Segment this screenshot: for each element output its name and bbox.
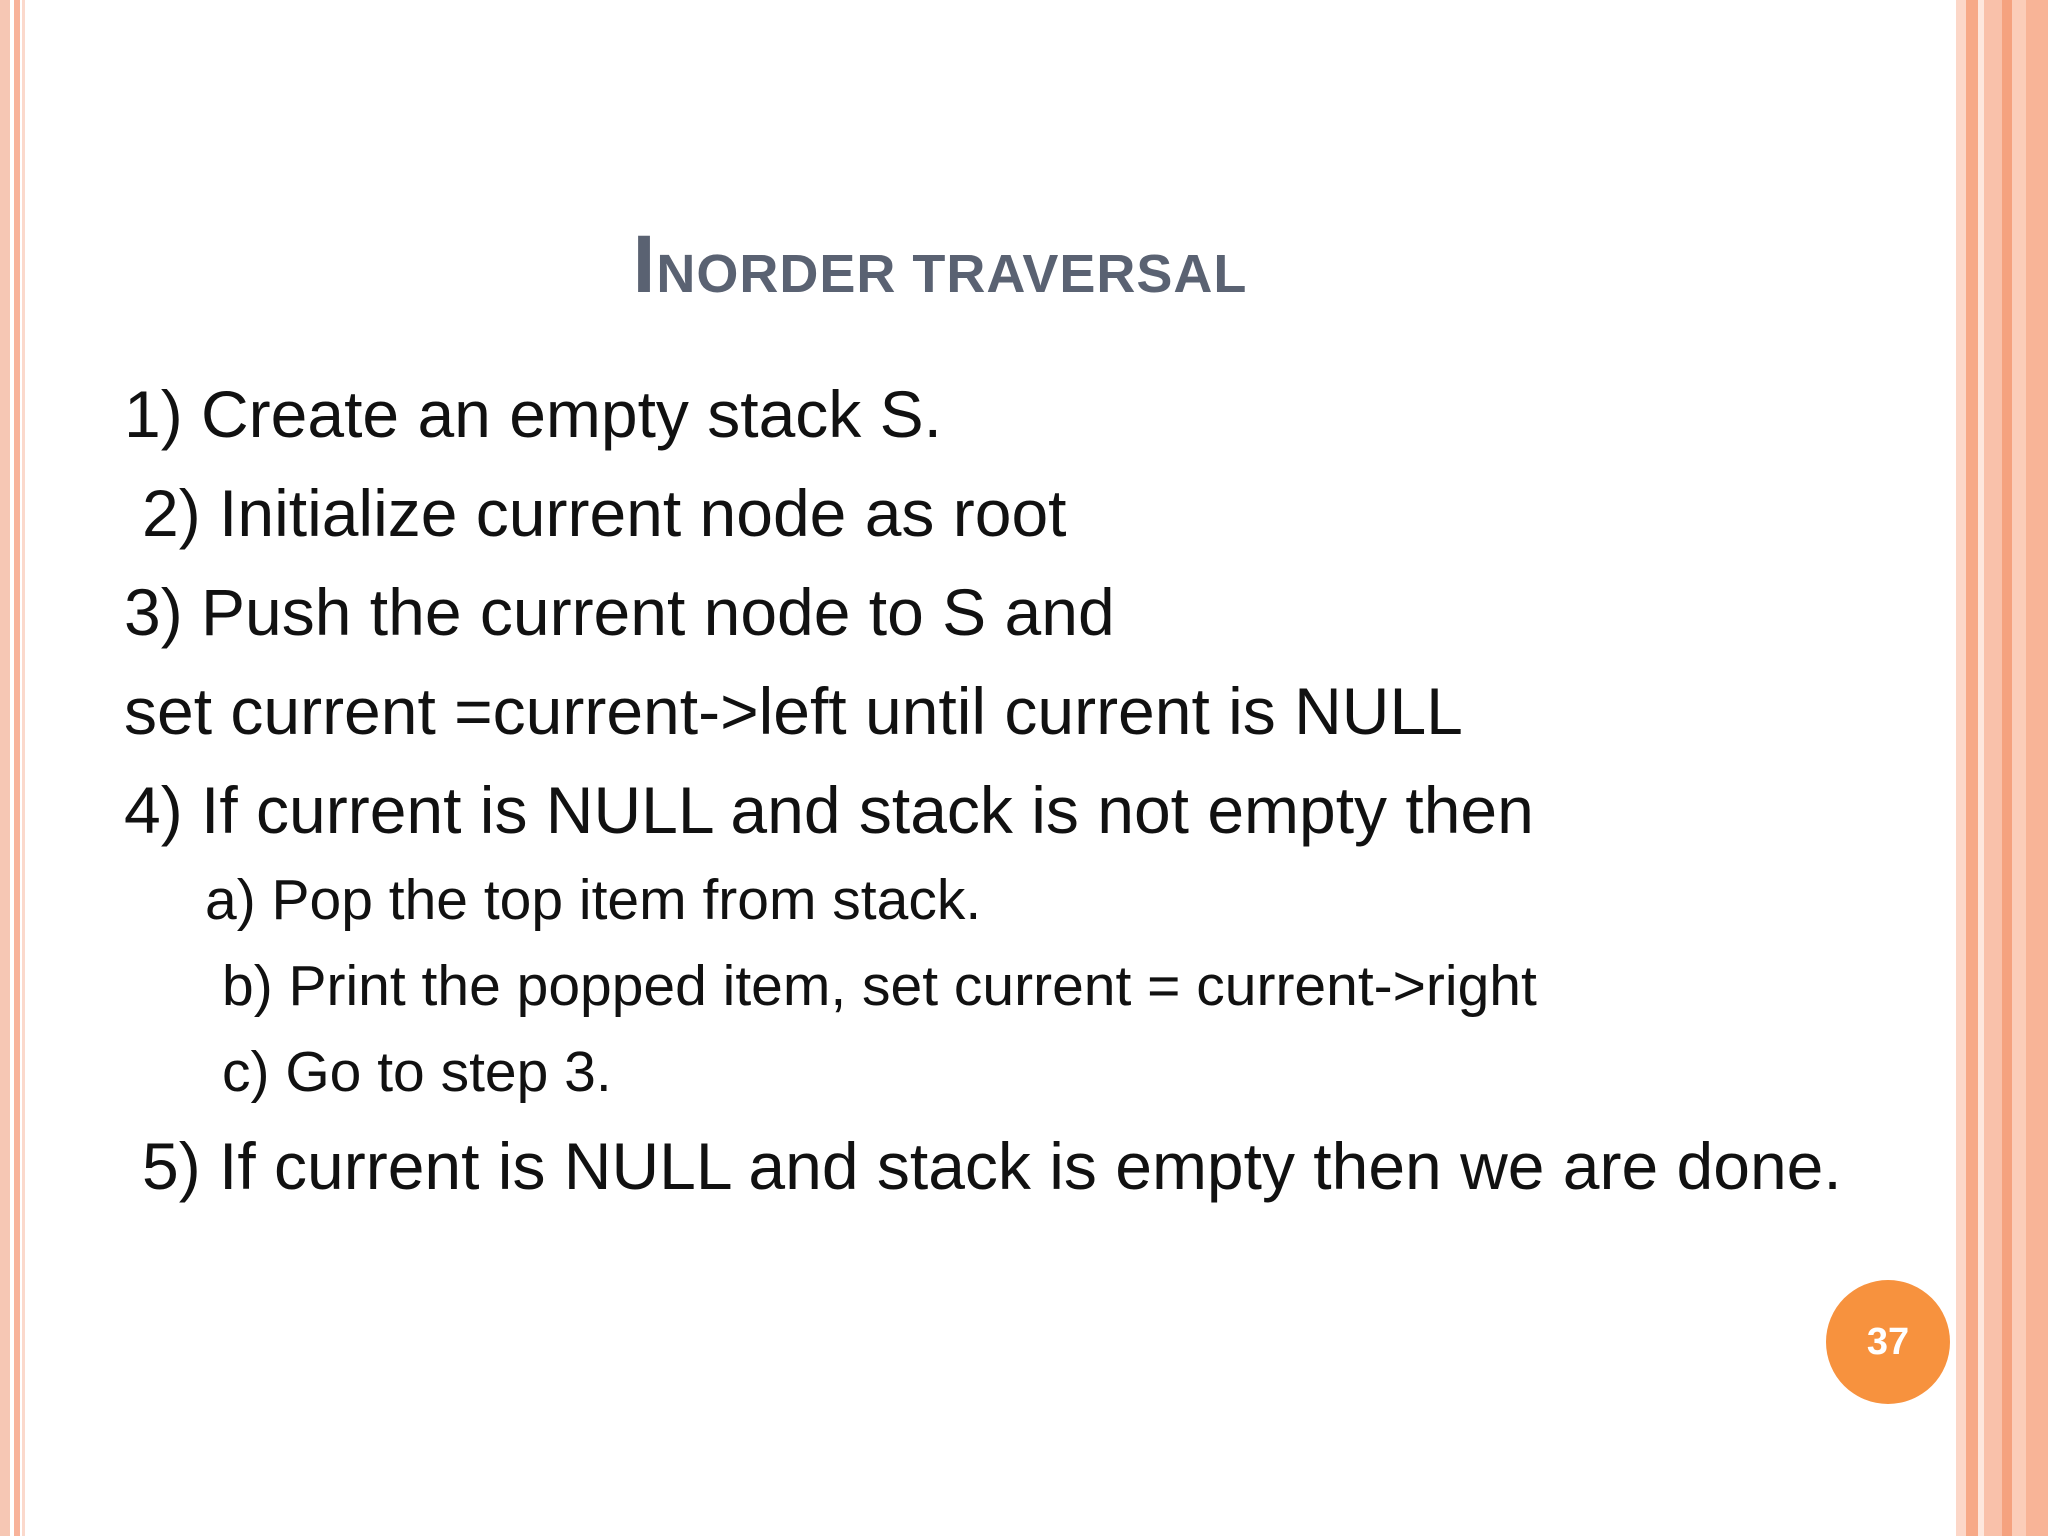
slide-title (0, 218, 1880, 312)
right-border-stripe (2026, 0, 2048, 1536)
right-border-stripe (2002, 0, 2012, 1536)
page-number-badge: 37 (1826, 1280, 1950, 1404)
step-3: 3) Push the current node to S and (124, 575, 1115, 649)
right-border-stripe (1966, 0, 1978, 1536)
right-border-stripe (2012, 0, 2026, 1536)
title-initial: I (632, 219, 657, 310)
step-4: 4) If current is NULL and stack is not empty then (124, 773, 1534, 847)
step-4a: a) Pop the top item from stack. (205, 868, 982, 932)
title-rest: NORDER TRAVERSAL (656, 244, 1248, 304)
step-3-continued: set current =current->left until current is NULL (124, 674, 1463, 748)
step-4b: b) Print the popped item, set current = current->right (222, 954, 1537, 1018)
right-border-stripe (1956, 0, 1966, 1536)
step-5: 5) If current is NULL and stack is empty then we are done. (142, 1129, 1842, 1203)
step-1: 1) Create an empty stack S. (124, 377, 943, 451)
right-border-stripe (1984, 0, 2002, 1536)
step-2: 2) Initialize current node as root (142, 476, 1067, 550)
step-4c: c) Go to step 3. (222, 1040, 612, 1104)
